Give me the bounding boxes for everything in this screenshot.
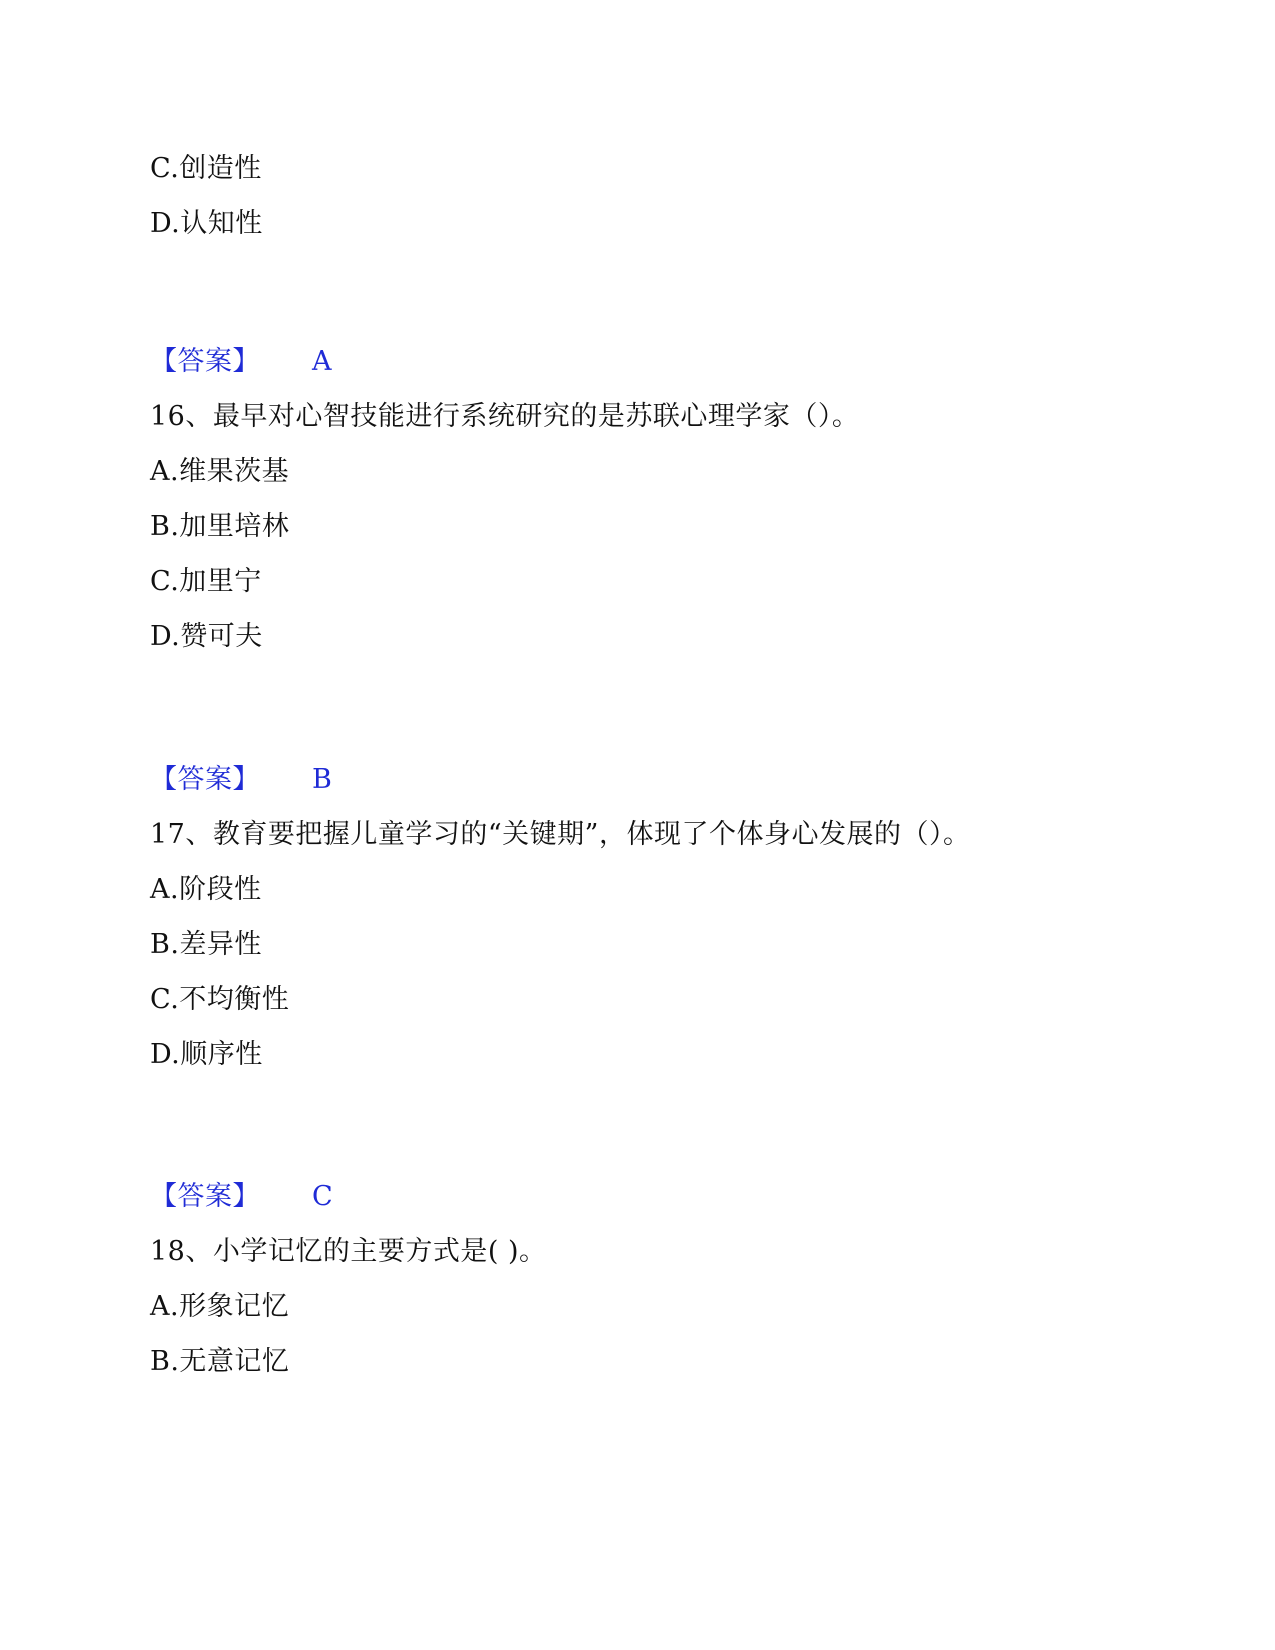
answer-line (150, 345, 332, 379)
option-d: D.赞可夫 (150, 621, 263, 652)
question-18-stem: 18、小学记忆的主要方式是( )。 (150, 1236, 547, 1267)
option-a: A.形象记忆 (150, 1291, 290, 1322)
answer-value: C (312, 1181, 334, 1212)
option-d: D.顺序性 (150, 1039, 263, 1070)
option-b: B.无意记忆 (150, 1346, 290, 1377)
option-d: D.认知性 (150, 208, 263, 239)
option-b: B.加里培林 (150, 511, 290, 542)
question-17-stem: 17、教育要把握儿童学习的“关键期”，体现了个体身心发展的（）。 (150, 819, 971, 850)
option-b: B.差异性 (150, 929, 262, 960)
option-c: C.加里宁 (150, 566, 262, 597)
answer-value: B (312, 764, 333, 795)
answer-label: 【答案】 (150, 1181, 260, 1212)
answer-line (150, 763, 332, 797)
answer-label: 【答案】 (150, 764, 260, 795)
answer-value: A (312, 346, 332, 377)
option-a: A.维果茨基 (150, 456, 290, 487)
option-c: C.创造性 (150, 153, 262, 184)
answer-line (150, 1180, 333, 1214)
option-c: C.不均衡性 (150, 984, 290, 1015)
question-16-stem: 16、最早对心智技能进行系统研究的是苏联心理学家（）。 (150, 401, 860, 432)
option-a: A.阶段性 (150, 874, 262, 905)
answer-label: 【答案】 (150, 346, 260, 377)
